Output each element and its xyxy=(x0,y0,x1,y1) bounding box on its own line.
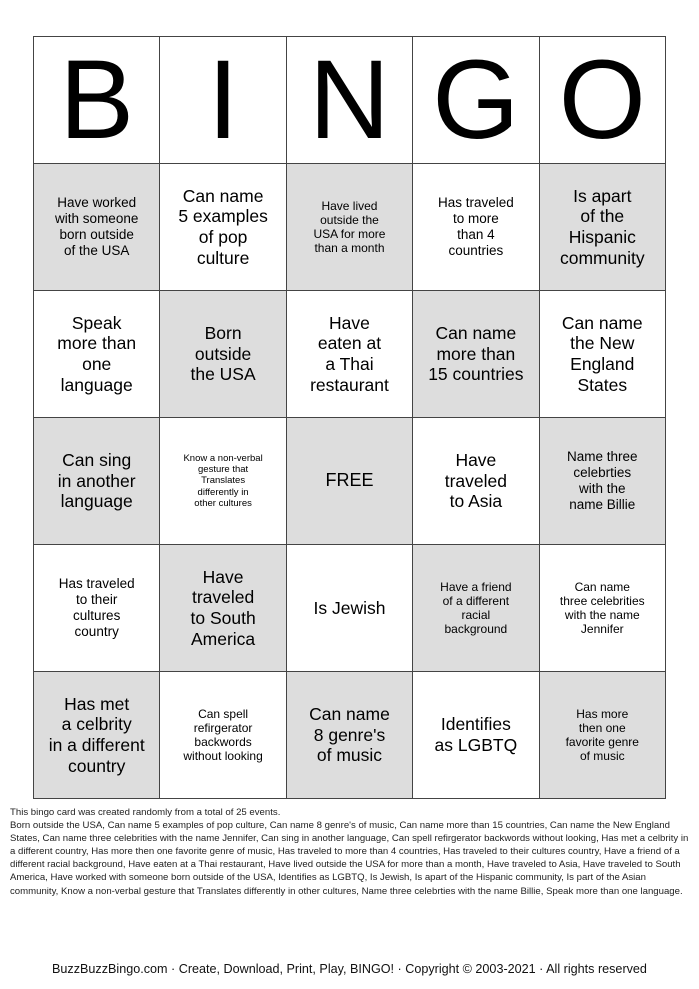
cell-text-line: America xyxy=(190,628,256,649)
cell-text-line: gesture that xyxy=(198,464,249,476)
cell-text-line: racial xyxy=(461,608,491,622)
cell-text-line: to more xyxy=(452,211,499,227)
bingo-row-3 xyxy=(34,418,666,545)
cell-text-line: to their xyxy=(76,592,118,608)
cell-text-line: Jennifer xyxy=(580,622,624,637)
cell-text-line: Is apart xyxy=(573,185,632,206)
cell-text-line: more than xyxy=(57,333,137,354)
bingo-header-row xyxy=(34,37,666,164)
bingo-row-1 xyxy=(34,164,666,291)
cell-text-line: outside the xyxy=(320,212,379,227)
cell-text-line: Born xyxy=(204,323,242,344)
cell-text-line: restaurant xyxy=(310,374,389,395)
cell-text-line: without looking xyxy=(183,749,263,764)
cell-text-line: a celbrity xyxy=(61,714,132,735)
cell-text-line: backwords xyxy=(194,735,252,749)
cell-text-line: born outside xyxy=(59,227,134,242)
cell-text-line: 8 genre's xyxy=(313,724,386,745)
bingo-cell[interactable] xyxy=(286,291,412,418)
cell-text-line: FREE xyxy=(325,470,374,491)
cell-text-line: three celebrities xyxy=(559,593,645,608)
bingo-cell[interactable] xyxy=(413,291,539,418)
bingo-cell[interactable] xyxy=(539,164,665,291)
bingo-cell[interactable] xyxy=(34,418,160,545)
cell-text-line: Can name xyxy=(182,185,264,206)
cell-text-line: Have xyxy=(329,312,370,333)
cell-text-line: Can spell xyxy=(198,706,249,721)
bingo-cell[interactable] xyxy=(286,545,412,672)
bingo-cell[interactable] xyxy=(34,164,160,291)
event-list: Born outside the USA, Can name 5 examples of pop culture, Can name 8 genre's of music, Can name more than 15 countries, Can name the New England States, Can name three celebrities with the name Jennifer, Can sing in another language, Can spell refirgerator backwords without looking, Has met a celbrity in a different country, Has more then one favorite genre of music, Has traveled to more than 4 countries, Has traveled to their cultures country, Have a friend of a different racial background, Have eaten at a Thai restaurant, Have lived outside the USA for more than a month, Have traveled to Asia, Have traveled to South America, Have worked with someone born outside of the USA, Identifies as LGBTQ, Is Jewish, Is apart of the Hispanic community, Is part of the Asian community, Know a non-verbal gesture that Translates differently in other cultures, Name three celebrties with the name Billie, Speak more than one language. xyxy=(10,820,689,897)
cell-text-line: with the xyxy=(579,481,626,496)
header-letter-n: N xyxy=(286,37,412,164)
header-letter-o: O xyxy=(539,37,665,164)
cell-text-line: more than xyxy=(436,343,516,364)
bingo-cell[interactable] xyxy=(160,545,286,672)
cell-text-line: Translates xyxy=(201,475,246,487)
cell-text-line: outside xyxy=(194,343,252,364)
bingo-row-2 xyxy=(34,291,666,418)
cell-text-line: Name three xyxy=(567,449,638,465)
footer-copyright: BuzzBuzzBingo.com · Create, Download, Print, Play, BINGO! · Copyright © 2003-2021 · All rights reserved xyxy=(52,962,647,976)
cell-text-line: 15 countries xyxy=(428,364,524,385)
cell-text-line: States xyxy=(577,374,628,395)
cell-text-line: cultures xyxy=(73,608,121,623)
cell-text-line: Know a non-verbal xyxy=(183,452,263,464)
cell-text-line: a Thai xyxy=(325,354,374,374)
cell-text-line: with the name xyxy=(564,608,640,622)
cell-text-line: background xyxy=(444,622,508,637)
bingo-cell[interactable] xyxy=(413,545,539,672)
bingo-cell[interactable] xyxy=(160,291,286,418)
cell-text-line: countries xyxy=(448,242,504,258)
header-letter-b: B xyxy=(34,37,160,164)
cell-text-line: as LGBTQ xyxy=(434,735,518,755)
cell-text-line: Can name xyxy=(309,704,390,725)
cell-text-line: community xyxy=(559,247,645,268)
cell-text-line: then one xyxy=(578,720,626,735)
cell-text-line: of pop xyxy=(198,227,248,247)
cell-text-line: USA for more xyxy=(313,227,386,241)
bingo-cell[interactable] xyxy=(34,672,160,799)
cell-text-line: traveled xyxy=(444,470,507,491)
bingo-cell[interactable] xyxy=(539,545,665,672)
cell-text-line: of music xyxy=(316,745,383,766)
cell-text-line: traveled xyxy=(191,587,255,608)
cell-text-line: Speak xyxy=(71,312,122,333)
cell-text-line: Identifies xyxy=(440,714,511,735)
cell-text-line: Have lived xyxy=(321,198,378,213)
cell-text-line: Has met xyxy=(64,693,130,714)
cell-text-line: than a month xyxy=(314,241,385,256)
cell-text-line: Can name xyxy=(435,323,517,344)
bingo-cell[interactable] xyxy=(286,164,412,291)
cell-text-line: Hispanic xyxy=(568,227,636,247)
header-letter-i: I xyxy=(160,37,286,164)
cell-text-line: favorite genre xyxy=(565,735,639,749)
cell-text-line: of the xyxy=(580,206,625,227)
header-letter-g: G xyxy=(413,37,539,164)
bingo-cell[interactable] xyxy=(160,672,286,799)
cell-text-line: refirgerator xyxy=(193,720,253,735)
bingo-cell[interactable] xyxy=(539,672,665,799)
cell-text-line: of a different xyxy=(442,593,510,608)
cell-text-line: one xyxy=(82,354,112,374)
bingo-cell[interactable] xyxy=(413,164,539,291)
cell-text-line: Is Jewish xyxy=(313,597,386,618)
cell-text-line: to Asia xyxy=(449,491,503,512)
cell-text-line: Has traveled xyxy=(437,195,514,211)
bingo-cell[interactable] xyxy=(413,418,539,545)
cell-text-line: country xyxy=(68,755,126,776)
bingo-cell[interactable] xyxy=(286,672,412,799)
cell-text-line: in another xyxy=(57,470,136,491)
bingo-cell[interactable] xyxy=(539,418,665,545)
cell-text-line: than 4 xyxy=(457,227,495,242)
bingo-card xyxy=(33,36,666,799)
bingo-cell[interactable] xyxy=(34,545,160,672)
cell-text-line: differently in xyxy=(197,486,249,498)
bingo-cell[interactable] xyxy=(413,672,539,799)
bingo-row-5 xyxy=(34,672,666,799)
cell-text-line: the USA xyxy=(190,364,256,385)
cell-text-line: 5 examples xyxy=(178,206,268,227)
cell-text-line: England xyxy=(570,354,635,374)
cell-text-line: Have a friend xyxy=(440,579,512,594)
cell-text-line: of music xyxy=(579,749,625,764)
cell-text-line: of the USA xyxy=(64,242,130,258)
bingo-cell[interactable] xyxy=(160,164,286,291)
cell-text-line: eaten at xyxy=(317,333,382,354)
cell-text-line: Have worked xyxy=(57,195,137,211)
cell-text-line: Have xyxy=(202,566,244,587)
cell-text-line: Has traveled xyxy=(58,576,135,592)
cell-text-line: Can sing xyxy=(62,450,132,471)
cell-text-line: the New xyxy=(570,333,635,354)
cell-text-line: Has more xyxy=(576,706,629,721)
bingo-cell[interactable] xyxy=(34,291,160,418)
bingo-cell[interactable] xyxy=(160,418,286,545)
cell-text-line: other cultures xyxy=(194,497,252,509)
card-summary: This bingo card was created randomly from a total of 25 events. xyxy=(10,807,281,818)
card-info xyxy=(10,806,694,898)
cell-text-line: language xyxy=(60,491,133,512)
cell-text-line: to South xyxy=(190,608,256,628)
cell-text-line: language xyxy=(60,374,133,395)
bingo-row-4 xyxy=(34,545,666,672)
cell-text-line: name Billie xyxy=(569,496,636,512)
cell-text-line: with someone xyxy=(55,211,139,227)
free-space-cell[interactable] xyxy=(286,418,412,545)
cell-text-line: Have xyxy=(455,450,497,471)
cell-text-line: Can name xyxy=(574,579,630,594)
cell-text-line: in a different xyxy=(48,735,145,755)
bingo-cell[interactable] xyxy=(539,291,665,418)
cell-text-line: celebrties xyxy=(573,465,632,481)
cell-text-line: culture xyxy=(196,247,250,268)
cell-text-line: country xyxy=(74,623,119,639)
cell-text-line: Can name xyxy=(561,312,643,333)
